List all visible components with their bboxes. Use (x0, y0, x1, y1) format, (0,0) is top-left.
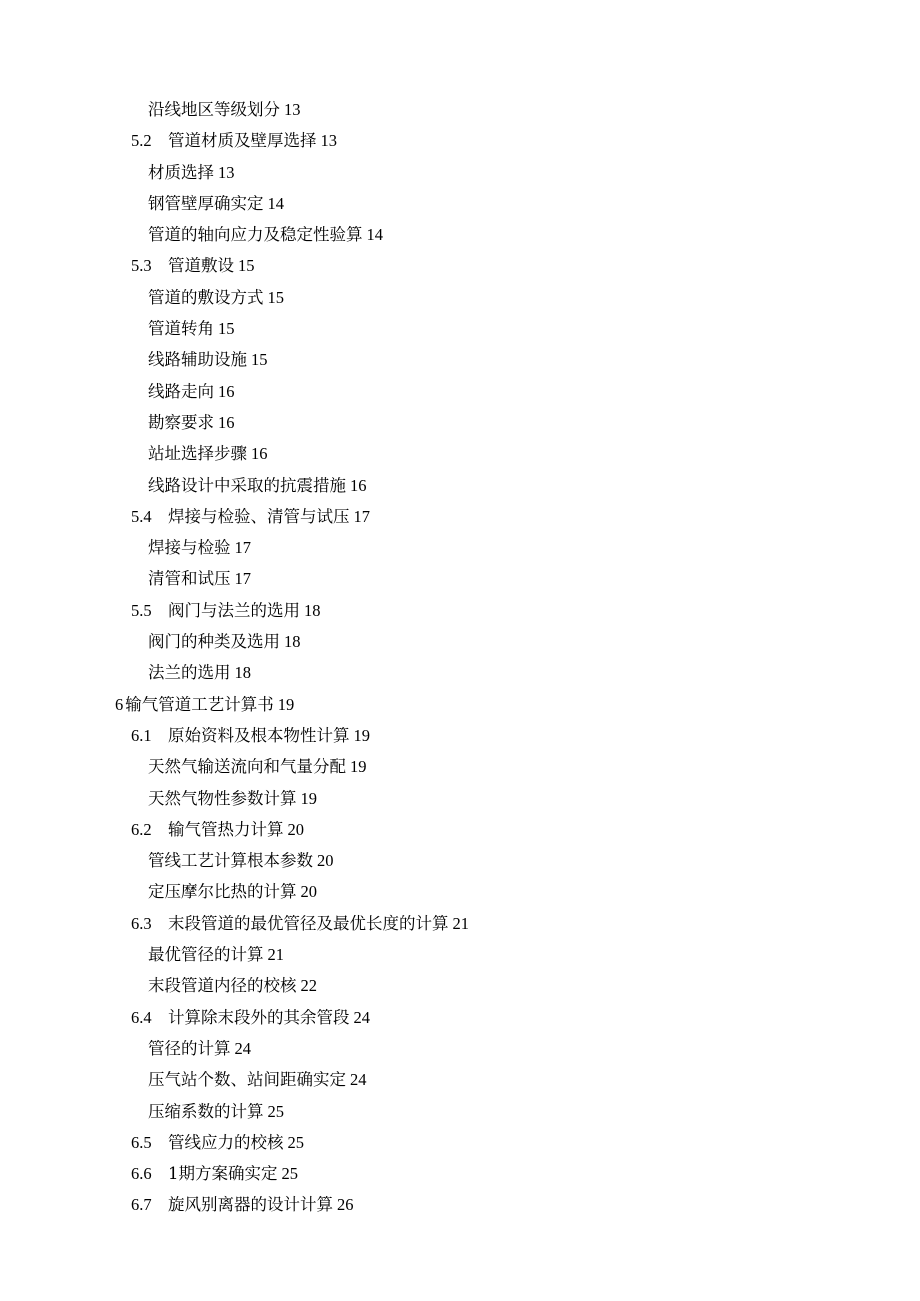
toc-entry-number: 5.5 (131, 600, 152, 620)
toc-entry-page-number: 25 (287, 1132, 304, 1152)
toc-entry-title: 管径的计算 (148, 1038, 231, 1058)
toc-entry-page-number: 18 (304, 600, 321, 620)
toc-entry-title: 1期方案确实定 (168, 1164, 278, 1184)
toc-entry-title: 材质选择 (148, 162, 214, 182)
toc-entry-title: 天然气输送流向和气量分配 (148, 757, 346, 777)
toc-entry (0, 501, 920, 532)
toc-entry (0, 344, 920, 375)
toc-entry-title: 钢管壁厚确实定 (148, 193, 264, 213)
toc-entry-title: 管道转角 (148, 319, 214, 339)
toc-entry (0, 845, 920, 876)
toc-entry-page-number: 21 (452, 913, 469, 933)
toc-entry-page-number: 14 (366, 225, 383, 245)
toc-entry (0, 125, 920, 156)
toc-entry-page-number: 26 (337, 1195, 354, 1215)
toc-entry (0, 626, 920, 657)
toc-entry-page-number: 20 (287, 819, 304, 839)
toc-entry-page-number: 20 (317, 851, 334, 871)
toc-entry (0, 94, 920, 125)
toc-entry (0, 689, 920, 720)
toc-entry-title: 压气站个数、站间距确实定 (148, 1070, 346, 1090)
toc-entry-page-number: 16 (218, 381, 235, 401)
toc-entry-title: 计算除末段外的其余管段 (168, 1007, 350, 1027)
toc-entry (0, 720, 920, 751)
toc-entry-page-number: 13 (320, 131, 337, 151)
toc-entry (0, 1158, 920, 1189)
toc-entry (0, 250, 920, 281)
toc-entry (0, 470, 920, 501)
toc-entry (0, 657, 920, 688)
toc-entry-page-number: 18 (234, 663, 251, 683)
toc-entry-title: 管线应力的校核 (168, 1132, 284, 1152)
toc-entry-title: 管道材质及壁厚选择 (168, 131, 317, 151)
toc-entry (0, 188, 920, 219)
toc-entry-title: 输气管道工艺计算书 (125, 694, 274, 714)
toc-entry-page-number: 17 (234, 569, 251, 589)
toc-entry-title: 天然气物性参数计算 (148, 788, 297, 808)
toc-entry-page-number: 19 (300, 788, 317, 808)
toc-entry-number: 6.7 (131, 1195, 152, 1215)
toc-entry-title: 勘察要求 (148, 412, 214, 432)
toc-entry (0, 219, 920, 250)
toc-entry (0, 313, 920, 344)
toc-entry-title: 线路辅助设施 (148, 350, 247, 370)
toc-entry-page-number: 21 (267, 945, 284, 965)
toc-entry-number: 6.4 (131, 1007, 152, 1027)
toc-entry-number: 6.1 (131, 725, 152, 745)
toc-entry-title: 定压摩尔比热的计算 (148, 882, 297, 902)
toc-entry-page-number: 25 (267, 1101, 284, 1121)
toc-entry-page-number: 17 (234, 538, 251, 558)
toc-entry-title: 清管和试压 (148, 569, 231, 589)
toc-entry (0, 532, 920, 563)
toc-entry (0, 1096, 920, 1127)
toc-entry-title: 末段管道的最优管径及最优长度的计算 (168, 913, 449, 933)
toc-entry-title: 管线工艺计算根本参数 (148, 851, 313, 871)
toc-entry-page-number: 24 (234, 1038, 251, 1058)
toc-entry-title: 管道敷设 (168, 256, 234, 276)
toc-entry-number: 5.3 (131, 256, 152, 276)
toc-entry-page-number: 19 (353, 725, 370, 745)
toc-entry (0, 1033, 920, 1064)
toc-entry-page-number: 24 (350, 1070, 367, 1090)
toc-entry (0, 407, 920, 438)
toc-entry-title: 管道的轴向应力及稳定性验算 (148, 225, 363, 245)
toc-entry-title: 末段管道内径的校核 (148, 976, 297, 996)
toc-entry-page-number: 19 (277, 694, 295, 714)
toc-entry (0, 1127, 920, 1158)
toc-entry (0, 908, 920, 939)
toc-entry (0, 563, 920, 594)
toc-entry-page-number: 16 (218, 412, 235, 432)
toc-entry-page-number: 24 (353, 1007, 370, 1027)
toc-entry-number: 5.4 (131, 506, 152, 526)
table-of-contents (0, 94, 920, 1221)
toc-entry-page-number: 19 (350, 757, 367, 777)
toc-entry-title: 线路走向 (148, 381, 214, 401)
toc-entry (0, 376, 920, 407)
toc-entry (0, 751, 920, 782)
toc-entry-page-number: 15 (251, 350, 268, 370)
toc-entry-number: 6.5 (131, 1132, 152, 1152)
toc-entry (0, 282, 920, 313)
toc-entry-title: 焊接与检验 (148, 538, 231, 558)
toc-entry (0, 970, 920, 1001)
toc-entry (0, 157, 920, 188)
toc-entry-number: 6.3 (131, 913, 152, 933)
toc-entry (0, 1189, 920, 1220)
toc-entry (0, 1064, 920, 1095)
toc-entry (0, 939, 920, 970)
toc-entry-page-number: 15 (218, 319, 235, 339)
toc-entry-page-number: 15 (238, 256, 255, 276)
toc-entry-page-number: 14 (267, 193, 284, 213)
toc-entry-number: 6 (115, 694, 124, 714)
toc-entry-title: 压缩系数的计算 (148, 1101, 264, 1121)
toc-entry-title: 最优管径的计算 (148, 945, 264, 965)
toc-entry (0, 814, 920, 845)
toc-entry-page-number: 25 (281, 1164, 298, 1184)
toc-entry-page-number: 13 (218, 162, 235, 182)
toc-entry-title: 线路设计中采取的抗震措施 (148, 475, 346, 495)
toc-entry (0, 595, 920, 626)
toc-entry-number: 6.6 (131, 1164, 152, 1184)
toc-entry-page-number: 15 (267, 287, 284, 307)
toc-entry-number: 6.2 (131, 819, 152, 839)
toc-entry-title: 焊接与检验、清管与试压 (168, 506, 350, 526)
toc-entry-title: 阀门的种类及选用 (148, 632, 280, 652)
toc-entry-page-number: 22 (300, 976, 317, 996)
toc-entry-page-number: 16 (251, 444, 268, 464)
toc-entry-title: 法兰的选用 (148, 663, 231, 683)
toc-entry-title: 输气管热力计算 (168, 819, 284, 839)
toc-entry-title: 旋风别离器的设计计算 (168, 1195, 333, 1215)
toc-entry-page-number: 16 (350, 475, 367, 495)
toc-entry (0, 438, 920, 469)
toc-entry-page-number: 17 (353, 506, 370, 526)
toc-entry-title: 阀门与法兰的选用 (168, 600, 300, 620)
toc-entry-page-number: 18 (284, 632, 301, 652)
toc-entry (0, 1002, 920, 1033)
toc-entry (0, 783, 920, 814)
toc-entry-title: 站址选择步骤 (148, 444, 247, 464)
toc-entry (0, 876, 920, 907)
toc-entry-page-number: 13 (284, 100, 301, 119)
toc-entry-title: 原始资料及根本物性计算 (168, 725, 350, 745)
toc-entry-title: 管道的敷设方式 (148, 287, 264, 307)
toc-entry-title: 沿线地区等级划分 (148, 100, 280, 119)
toc-entry-number: 5.2 (131, 131, 152, 151)
toc-entry-page-number: 20 (300, 882, 317, 902)
